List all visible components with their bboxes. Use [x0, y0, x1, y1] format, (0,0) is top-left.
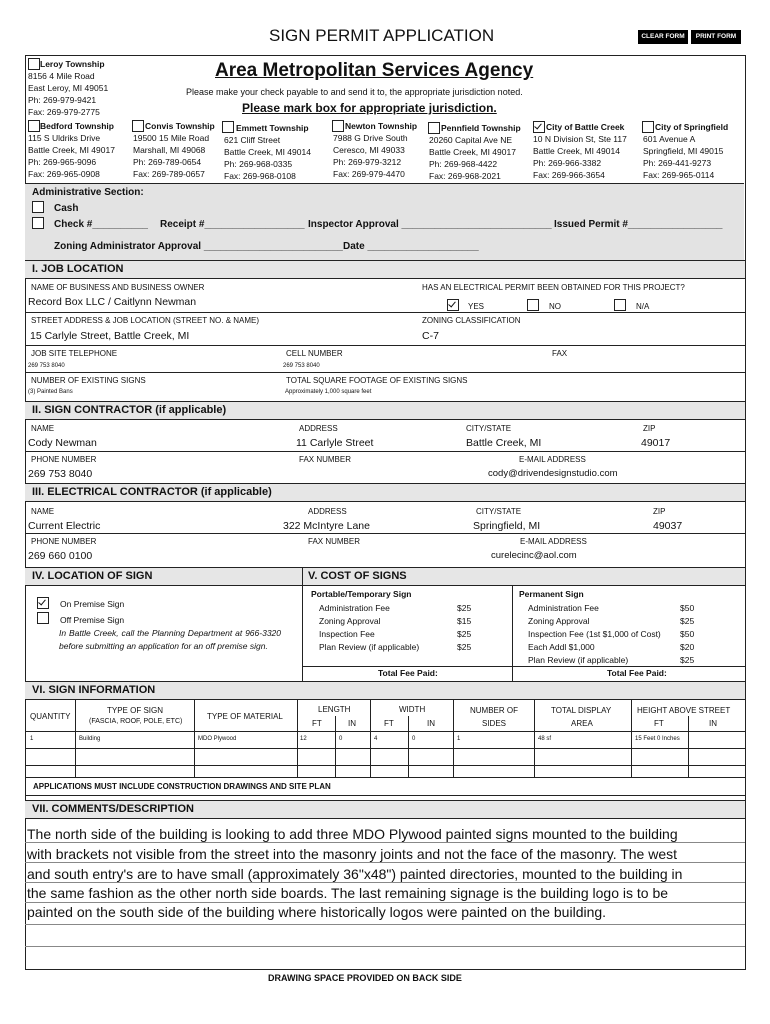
section-sign-information	[25, 681, 745, 700]
portable-fee-amount: $25	[457, 603, 472, 613]
on-premise-checkbox[interactable]	[37, 597, 49, 609]
business-owner-label: NAME OF BUSINESS AND BUSINESS OWNER	[31, 283, 205, 292]
col-sides: NUMBER OF	[470, 706, 518, 715]
check-checkbox[interactable]	[32, 217, 44, 229]
pennfield-line4: Fax: 269-968-2021	[429, 171, 501, 181]
divider	[194, 699, 195, 777]
electrical-contractor-zip-label: ZIP	[653, 507, 666, 516]
battle-creek-line3: Ph: 269-966-3382	[533, 158, 602, 168]
drawings-notice: APPLICATIONS MUST INCLUDE CONSTRUCTION DRAWINGS AND SITE PLAN	[33, 782, 331, 791]
sign-contractor-phone-field[interactable]: 269 753 8040	[28, 468, 93, 480]
cell-display-area[interactable]: 48 sf	[538, 736, 552, 742]
sign-contractor-name-label: NAME	[31, 424, 55, 433]
zoning-classification-field[interactable]: C-7	[422, 330, 439, 342]
divider	[25, 765, 745, 766]
col-quantity: QUANTITY	[30, 712, 71, 721]
electrical-no-label: NO	[549, 302, 561, 311]
print-form-button[interactable]: PRINT FORM	[691, 30, 741, 44]
issued-permit-field[interactable]: Issued Permit #_________________	[554, 219, 723, 230]
portable-fee-amount: $15	[457, 616, 472, 626]
col-height-in: IN	[709, 719, 717, 728]
permanent-fee-label: Inspection Fee (1st $1,000 of Cost)	[528, 629, 661, 639]
springfield-line3: Ph: 269-441-9273	[643, 158, 712, 168]
section-location-cost	[25, 567, 745, 586]
section-sign-contractor	[25, 401, 745, 420]
cash-checkbox[interactable]	[32, 201, 44, 213]
page-title: SIGN PERMIT APPLICATION	[269, 26, 495, 45]
electrical-contractor-phone-label: PHONE NUMBER	[31, 537, 97, 546]
bedford-name: Bedford Township	[40, 121, 114, 131]
newton-line2: Ceresco, MI 49033	[333, 145, 405, 155]
cell-length-ft[interactable]: 12	[300, 736, 307, 742]
electrical-contractor-city-field[interactable]: Springfield, MI	[473, 520, 541, 532]
section-comments-title: VII. COMMENTS/DESCRIPTION	[32, 803, 194, 815]
convis-checkbox[interactable]	[132, 120, 144, 132]
convis-name: Convis Township	[145, 121, 215, 131]
electrical-no-checkbox[interactable]	[527, 299, 539, 311]
col-type-of-sign: TYPE OF SIGN	[107, 706, 164, 715]
electrical-contractor-fax-label: FAX NUMBER	[308, 537, 361, 546]
divider	[25, 345, 745, 346]
receipt-number-field[interactable]: Receipt #__________________	[160, 219, 305, 230]
battle-creek-line1: 10 N Division St, Ste 117	[533, 134, 627, 144]
existing-signs-label: NUMBER OF EXISTING SIGNS	[31, 376, 146, 385]
emmett-line3: Ph: 269-968-0335	[224, 159, 293, 169]
permanent-fee-amount: $50	[680, 603, 695, 613]
permanent-fee-label: Zoning Approval	[528, 616, 590, 626]
springfield-line4: Fax: 269-965-0114	[643, 170, 715, 180]
off-premise-label: Off Premise Sign	[60, 615, 125, 625]
divider	[25, 882, 745, 883]
cell-quantity[interactable]: 1	[30, 736, 34, 742]
pennfield-line3: Ph: 269-968-4422	[429, 159, 498, 169]
springfield-line2: Springfield, MI 49015	[643, 146, 724, 156]
comment-line: painted on the south side of the building where historically logos were painted on the building.	[27, 904, 607, 920]
cell-type[interactable]: Building	[79, 736, 101, 742]
portable-fee-amount: $25	[457, 642, 472, 652]
cell-height[interactable]: 15 Feet 0 Inches	[635, 736, 680, 742]
sign-contractor-email-label: E-MAIL ADDRESS	[519, 455, 586, 464]
footer-note: DRAWING SPACE PROVIDED ON BACK SIDE	[268, 973, 462, 983]
springfield-name: City of Springfield	[655, 122, 729, 132]
permanent-fee-amount: $20	[680, 642, 695, 652]
section-job-location-title: I. JOB LOCATION	[32, 263, 124, 275]
section-location-title: IV. LOCATION OF SIGN	[32, 570, 153, 582]
street-address-field[interactable]: 15 Carlyle Street, Battle Creek, MI	[30, 330, 190, 342]
divider	[25, 795, 745, 796]
sign-contractor-email-field[interactable]: cody@drivendesignstudio.com	[488, 468, 618, 479]
emmett-line2: Battle Creek, MI 49014	[224, 147, 311, 157]
mark-box-instruction: Please mark box for appropriate jurisdiction.	[242, 101, 497, 115]
divider	[453, 699, 454, 777]
street-address-label: STREET ADDRESS & JOB LOCATION (STREET NO. & NAME)	[31, 316, 260, 325]
col-width: WIDTH	[399, 705, 426, 714]
section-comments	[25, 800, 745, 819]
square-footage-label: TOTAL SQUARE FOOTAGE OF EXISTING SIGNS	[286, 376, 468, 385]
comment-line: the same fashion as the other north side boards. The last remaining signage is the building logo is to be	[27, 885, 669, 901]
permanent-fee-amount: $50	[680, 629, 695, 639]
col-display-area: TOTAL DISPLAY	[551, 706, 612, 715]
sign-contractor-zip-field[interactable]: 49017	[641, 437, 671, 449]
newton-line3: Ph: 269-979-3212	[333, 157, 402, 167]
portable-total-label: Total Fee Paid:	[378, 668, 438, 678]
comment-line: and south entry's are to have small (approximately 36"x48") painted directories, mounted to the building in	[27, 866, 683, 882]
clear-form-button[interactable]: CLEAR FORM	[638, 30, 688, 44]
section-sign-contractor-title: II. SIGN CONTRACTOR (if applicable)	[32, 404, 227, 416]
leroy-line4: Fax: 269-979-2775	[28, 107, 100, 117]
bedford-line1: 115 S Uldriks Drive	[28, 133, 101, 143]
emmett-line4: Fax: 269-968-0108	[224, 171, 296, 181]
divider	[25, 451, 745, 452]
on-premise-label: On Premise Sign	[60, 599, 125, 609]
inspector-approval-field[interactable]: Inspector Approval ___________________________	[308, 219, 552, 230]
portable-fee-amount: $25	[457, 629, 472, 639]
newton-checkbox[interactable]	[332, 120, 344, 132]
leroy-line2: East Leroy, MI 49051	[28, 83, 109, 93]
springfield-line1: 601 Avenue A	[643, 134, 696, 144]
divider	[408, 716, 409, 777]
sign-contractor-city-label: CITY/STATE	[466, 424, 512, 433]
cell-material[interactable]: MDO Plywood	[198, 736, 237, 742]
col-height-ft: FT	[654, 719, 664, 728]
col-width-in: IN	[427, 719, 435, 728]
leroy-line3: Ph: 269-979-9421	[28, 95, 97, 105]
permanent-fee-amount: $25	[680, 616, 695, 626]
col-length-ft: FT	[312, 719, 322, 728]
electrical-contractor-zip-field[interactable]: 49037	[653, 520, 683, 532]
divider	[25, 372, 745, 373]
date-field[interactable]: Date ____________________	[343, 241, 479, 252]
bedford-checkbox[interactable]	[28, 120, 40, 132]
battle-creek-checkbox[interactable]	[533, 121, 545, 133]
divider	[370, 699, 371, 777]
permanent-fee-label: Plan Review (if applicable)	[528, 655, 629, 665]
permanent-fee-label: Administration Fee	[528, 603, 599, 613]
section-electrical-contractor-title: III. ELECTRICAL CONTRACTOR (if applicable)	[32, 486, 272, 498]
cell-number-label: CELL NUMBER	[286, 349, 343, 358]
permanent-fee-amount: $25	[680, 655, 695, 665]
col-display-area-sub: AREA	[571, 719, 593, 728]
newton-line4: Fax: 269-979-4470	[333, 169, 405, 179]
electrical-na-label: N/A	[636, 302, 650, 311]
divider	[25, 946, 745, 947]
permanent-total-label: Total Fee Paid:	[607, 668, 667, 678]
emmett-line1: 621 Cliff Street	[224, 135, 281, 145]
electrical-contractor-email-label: E-MAIL ADDRESS	[520, 537, 587, 546]
electrical-contractor-address-field[interactable]: 322 McIntyre Lane	[283, 520, 370, 532]
electrical-contractor-address-label: ADDRESS	[308, 507, 347, 516]
comment-line: with brackets not visible from the street into the masonry joints and not the face of the masonry. The west	[27, 846, 678, 862]
cash-label: Cash	[54, 203, 79, 214]
leroy-name: Leroy Township	[40, 59, 105, 69]
col-height: HEIGHT ABOVE STREET	[637, 706, 731, 715]
pennfield-name: Pennfield Township	[441, 123, 521, 133]
divider	[688, 716, 689, 777]
electrical-yes-checkbox[interactable]	[447, 299, 459, 311]
sign-contractor-city-field[interactable]: Battle Creek, MI	[466, 437, 542, 449]
sign-contractor-zip-label: ZIP	[643, 424, 656, 433]
portable-fee-label: Plan Review (if applicable)	[319, 642, 420, 652]
section-job-location	[25, 260, 745, 279]
electrical-contractor-name-label: NAME	[31, 507, 55, 516]
cell-width-in[interactable]: 0	[412, 736, 416, 742]
existing-signs-field[interactable]: (3) Painted Bans	[28, 389, 73, 395]
section-electrical-contractor	[25, 483, 745, 502]
portable-fee-label: Zoning Approval	[319, 616, 381, 626]
divider	[25, 924, 745, 925]
springfield-checkbox[interactable]	[642, 121, 654, 133]
battle-creek-line2: Battle Creek, MI 49014	[533, 146, 620, 156]
cell-sides[interactable]: 1	[457, 736, 461, 742]
col-width-ft: FT	[384, 719, 394, 728]
payment-instructions: Please make your check payable to and send it to, the appropriate jurisdiction noted.	[186, 87, 523, 97]
permanent-sign-title: Permanent Sign	[519, 589, 584, 599]
battle-creek-name: City of Battle Creek	[546, 122, 625, 132]
cell-number-field[interactable]: 269 753 8040	[283, 363, 320, 369]
job-phone-field[interactable]: 269 753 8040	[28, 363, 65, 369]
col-type-of-sign-sub: (FASCIA, ROOF, POLE, ETC)	[89, 718, 183, 725]
zoning-approval-field[interactable]: Zoning Administrator Approval _________________________	[54, 241, 343, 252]
divider	[25, 777, 745, 778]
divider	[631, 699, 632, 777]
divider	[75, 699, 76, 777]
convis-line3: Ph: 269-789-0654	[133, 157, 202, 167]
divider	[297, 699, 298, 777]
sign-contractor-address-label: ADDRESS	[299, 424, 338, 433]
col-length: LENGTH	[318, 705, 351, 714]
square-footage-field[interactable]: Approximately 1,000 square feet	[285, 389, 372, 395]
emmett-checkbox[interactable]	[222, 121, 234, 133]
divider	[25, 312, 745, 313]
convis-line4: Fax: 269-789-0657	[133, 169, 205, 179]
bedford-line2: Battle Creek, MI 49017	[28, 145, 115, 155]
divider	[25, 748, 745, 749]
electrical-contractor-city-label: CITY/STATE	[476, 507, 522, 516]
col-material: TYPE OF MATERIAL	[207, 712, 283, 721]
leroy-line1: 8156 4 Mile Road	[28, 71, 95, 81]
portable-sign-title: Portable/Temporary Sign	[311, 589, 412, 599]
electrical-yes-label: YES	[468, 302, 485, 311]
permanent-fee-label: Each Addl $1,000	[528, 642, 595, 652]
off-premise-note: In Battle Creek, call the Planning Department at 966-3320 before submitting an application for an off premise sign.	[59, 628, 281, 651]
portable-fee-label: Administration Fee	[319, 603, 390, 613]
electrical-contractor-name-field[interactable]: Current Electric	[28, 520, 101, 532]
col-length-in: IN	[348, 719, 356, 728]
divider	[534, 699, 535, 777]
portable-fee-label: Inspection Fee	[319, 629, 375, 639]
newton-line1: 7988 G Drive South	[333, 133, 408, 143]
divider	[25, 842, 745, 843]
sign-contractor-name-field[interactable]: Cody Newman	[28, 437, 97, 449]
pennfield-line2: Battle Creek, MI 49017	[429, 147, 516, 157]
bedford-line3: Ph: 269-965-9096	[28, 157, 97, 167]
divider	[335, 716, 336, 777]
comment-line: The north side of the building is looking to add three MDO Plywood painted signs mounted to the building	[27, 826, 678, 842]
divider	[302, 666, 745, 667]
divider	[25, 731, 745, 732]
divider	[302, 567, 303, 681]
section-sign-information-title: VI. SIGN INFORMATION	[32, 684, 156, 696]
divider	[25, 902, 745, 903]
sign-contractor-address-field[interactable]: 11 Carlyle Street	[296, 437, 374, 449]
leroy-checkbox[interactable]	[28, 58, 40, 70]
admin-title: Administrative Section:	[32, 187, 144, 198]
zoning-classification-label: ZONING CLASSIFICATION	[422, 316, 521, 325]
emmett-name: Emmett Township	[236, 123, 309, 133]
sign-contractor-fax-label: FAX NUMBER	[299, 455, 352, 464]
convis-line1: 19500 15 Mile Road	[133, 133, 210, 143]
check-number-field[interactable]: Check #__________	[54, 219, 148, 230]
sign-contractor-phone-label: PHONE NUMBER	[31, 455, 97, 464]
battle-creek-line4: Fax: 269-966-3654	[533, 170, 605, 180]
job-phone-label: JOB SITE TELEPHONE	[31, 349, 118, 358]
divider	[25, 533, 745, 534]
agency-name: Area Metropolitan Services Agency	[215, 60, 534, 81]
pennfield-line1: 20260 Capital Ave NE	[429, 135, 513, 145]
divider	[25, 862, 745, 863]
electrical-na-checkbox[interactable]	[614, 299, 626, 311]
pennfield-checkbox[interactable]	[428, 122, 440, 134]
business-owner-field[interactable]: Record Box LLC / Caitlynn Newman	[28, 296, 197, 308]
electrical-contractor-phone-field[interactable]: 269 660 0100	[28, 550, 93, 562]
electrical-permit-question: HAS AN ELECTRICAL PERMIT BEEN OBTAINED FOR THIS PROJECT?	[422, 283, 685, 292]
newton-name: Newton Township	[345, 121, 418, 131]
off-premise-checkbox[interactable]	[37, 612, 49, 624]
bedford-line4: Fax: 269-965-0908	[28, 169, 100, 179]
cell-length-in[interactable]: 0	[339, 736, 343, 742]
cell-width-ft[interactable]: 4	[374, 736, 378, 742]
col-sides-sub: SIDES	[482, 719, 507, 728]
section-cost-title: V. COST OF SIGNS	[308, 570, 407, 582]
fax-label: FAX	[552, 349, 568, 358]
electrical-contractor-email-field[interactable]: curelecinc@aol.com	[491, 550, 577, 561]
convis-line2: Marshall, MI 49068	[133, 145, 206, 155]
